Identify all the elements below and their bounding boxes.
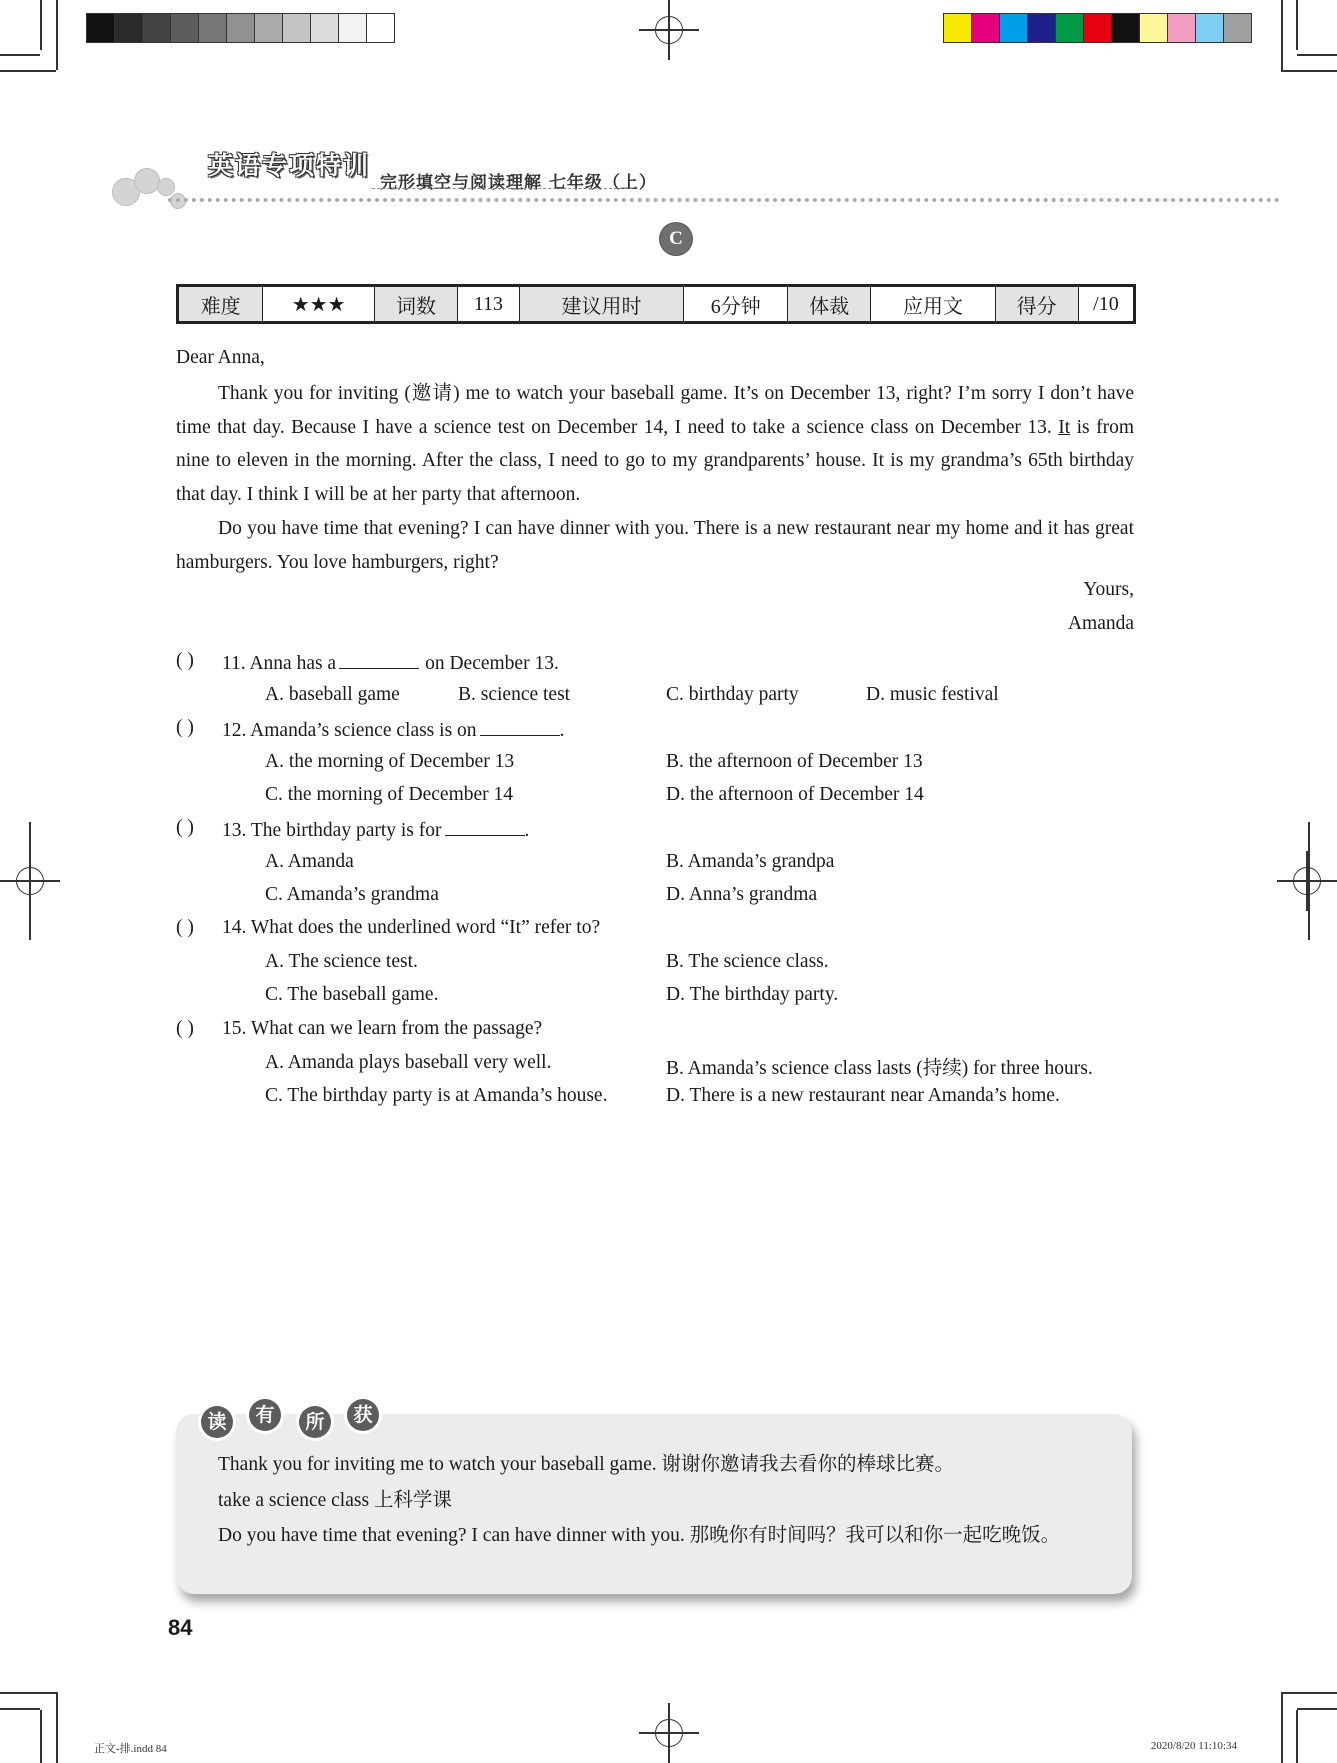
- answer-parentheses[interactable]: ( ): [176, 817, 194, 838]
- color-swatch: [972, 14, 1000, 42]
- suggested-time-value: 6分钟: [684, 286, 788, 323]
- tip-icon-you: 有: [249, 1399, 281, 1431]
- score-value: /10: [1078, 286, 1134, 323]
- letter-paragraph-2: Do you have time that evening? I can have dinner with you. There is a new restaurant near my home and it has great hamburgers. You love hamburgers, right?: [176, 518, 1134, 573]
- registration-mark-right: [1277, 851, 1337, 911]
- color-swatch: [1140, 14, 1168, 42]
- answer-option[interactable]: A. baseball game: [265, 684, 400, 705]
- color-swatch: [1056, 14, 1084, 42]
- question-stem: 12. Amanda’s science class is on .: [222, 717, 564, 742]
- score-label: 得分: [995, 286, 1078, 323]
- letter-closing: Yours,: [1083, 579, 1134, 600]
- gray-swatch: [115, 14, 143, 42]
- book-title: 完形填空与阅读理解 七年级（上）: [380, 173, 657, 193]
- tip-line-3: Do you have time that evening? I can have dinner with you. 那晚你有时间吗？我可以和你一起吃晚饭。: [218, 1525, 1061, 1546]
- word-count-label: 词数: [374, 286, 457, 323]
- question-stem: 13. The birthday party is for .: [222, 817, 529, 842]
- difficulty-label: 难度: [178, 286, 263, 323]
- process-color-bar: [943, 13, 1252, 43]
- answer-option[interactable]: A. The science test.: [265, 951, 418, 972]
- color-swatch: [1028, 14, 1056, 42]
- side-rule-left: [29, 822, 31, 940]
- file-slug: 正文-排.indd 84: [94, 1743, 167, 1755]
- answer-option[interactable]: B. science test: [458, 684, 571, 705]
- answer-option[interactable]: D. The birthday party.: [666, 984, 839, 1005]
- gray-swatch: [311, 14, 339, 42]
- answer-option[interactable]: A. the morning of December 13: [265, 751, 515, 772]
- answer-parentheses[interactable]: ( ): [176, 1018, 194, 1039]
- registration-mark-top: [639, 0, 699, 60]
- genre-value: 应用文: [871, 286, 995, 323]
- answer-option[interactable]: C. The baseball game.: [265, 984, 439, 1005]
- gray-swatch: [283, 14, 311, 42]
- suggested-time-label: 建议用时: [519, 286, 684, 323]
- passage-info-table: [176, 284, 1136, 324]
- answer-option[interactable]: C. The birthday party is at Amanda’s house.: [265, 1085, 608, 1106]
- fill-blank: [339, 650, 419, 669]
- gray-swatch: [255, 14, 283, 42]
- fill-blank: [445, 817, 525, 836]
- tip-line-2: take a science class 上科学课: [218, 1490, 452, 1511]
- tip-icon-huo: 获: [347, 1399, 379, 1431]
- page-number: 84: [168, 1615, 193, 1640]
- fill-blank: [480, 717, 560, 736]
- answer-option[interactable]: B. Amanda’s grandpa: [666, 851, 835, 872]
- underlined-word-it: It: [1058, 416, 1071, 438]
- answer-option[interactable]: B. the afternoon of December 13: [666, 751, 923, 772]
- tip-line-1: Thank you for inviting me to watch your baseball game. 谢谢你邀请我去看你的棒球比赛。: [218, 1454, 955, 1475]
- color-swatch: [1084, 14, 1112, 42]
- color-swatch: [1196, 14, 1224, 42]
- color-swatch: [1168, 14, 1196, 42]
- answer-option[interactable]: D. Anna’s grandma: [666, 884, 818, 905]
- letter-paragraph-1: Thank you for inviting (邀请) me to watch your baseball game. It’s on December 13, right? I’m sorry I don’t have time that day. Because I have a science test on December 14, I need to take a science class on December 13. It is from nine to eleven in the morning. After the class, I need to go to my grandparents’ house. It is my grandma’s 65th birthday that day. I think I will be at her party that afternoon.: [176, 383, 1134, 505]
- registration-mark-bottom: [639, 1703, 699, 1763]
- answer-parentheses[interactable]: ( ): [176, 650, 194, 671]
- tip-icon-du: 读: [201, 1406, 233, 1438]
- answer-option[interactable]: B. The science class.: [666, 951, 829, 972]
- answer-option[interactable]: C. birthday party: [666, 684, 799, 705]
- tip-icon-suo: 所: [299, 1406, 331, 1438]
- color-swatch: [1224, 14, 1251, 42]
- color-swatch: [1112, 14, 1140, 42]
- color-swatch: [1000, 14, 1028, 42]
- gray-swatch: [367, 14, 394, 42]
- answer-option[interactable]: C. the morning of December 14: [265, 784, 514, 805]
- gray-swatch: [143, 14, 171, 42]
- grayscale-color-bar: [86, 13, 395, 43]
- answer-parentheses[interactable]: ( ): [176, 717, 194, 738]
- answer-option[interactable]: D. music festival: [866, 684, 999, 705]
- answer-option[interactable]: D. There is a new restaurant near Amanda’s home.: [666, 1085, 1060, 1106]
- header-dotted-rule: [168, 198, 1280, 202]
- question-stem: 15. What can we learn from the passage?: [222, 1018, 543, 1039]
- side-rule-right: [1308, 822, 1310, 940]
- section-badge: C: [660, 223, 692, 255]
- gray-swatch: [339, 14, 367, 42]
- genre-label: 体裁: [788, 286, 871, 323]
- print-timestamp: 2020/8/20 11:10:34: [1150, 1740, 1237, 1752]
- word-count-value: 113: [458, 286, 520, 323]
- answer-option[interactable]: C. Amanda’s grandma: [265, 884, 439, 905]
- gray-swatch: [227, 14, 255, 42]
- answer-parentheses[interactable]: ( ): [176, 917, 194, 938]
- gray-swatch: [171, 14, 199, 42]
- header-dashed-rule: [372, 188, 632, 189]
- difficulty-value: ★★★: [263, 286, 374, 323]
- question-stem: 11. Anna has a on December 13.: [222, 650, 559, 675]
- letter-greeting: Dear Anna,: [176, 347, 265, 368]
- answer-option[interactable]: A. Amanda: [265, 851, 354, 872]
- series-title: 英语专项特训: [208, 151, 371, 180]
- gray-swatch: [87, 14, 115, 42]
- answer-option[interactable]: B. Amanda’s science class lasts (持续) for three hours.: [666, 1058, 1093, 1079]
- answer-option[interactable]: A. Amanda plays baseball very well.: [265, 1052, 552, 1073]
- answer-option[interactable]: D. the afternoon of December 14: [666, 784, 924, 805]
- gray-swatch: [199, 14, 227, 42]
- color-swatch: [944, 14, 972, 42]
- question-stem: 14. What does the underlined word “It” refer to?: [222, 917, 601, 938]
- letter-signature: Amanda: [1067, 613, 1134, 634]
